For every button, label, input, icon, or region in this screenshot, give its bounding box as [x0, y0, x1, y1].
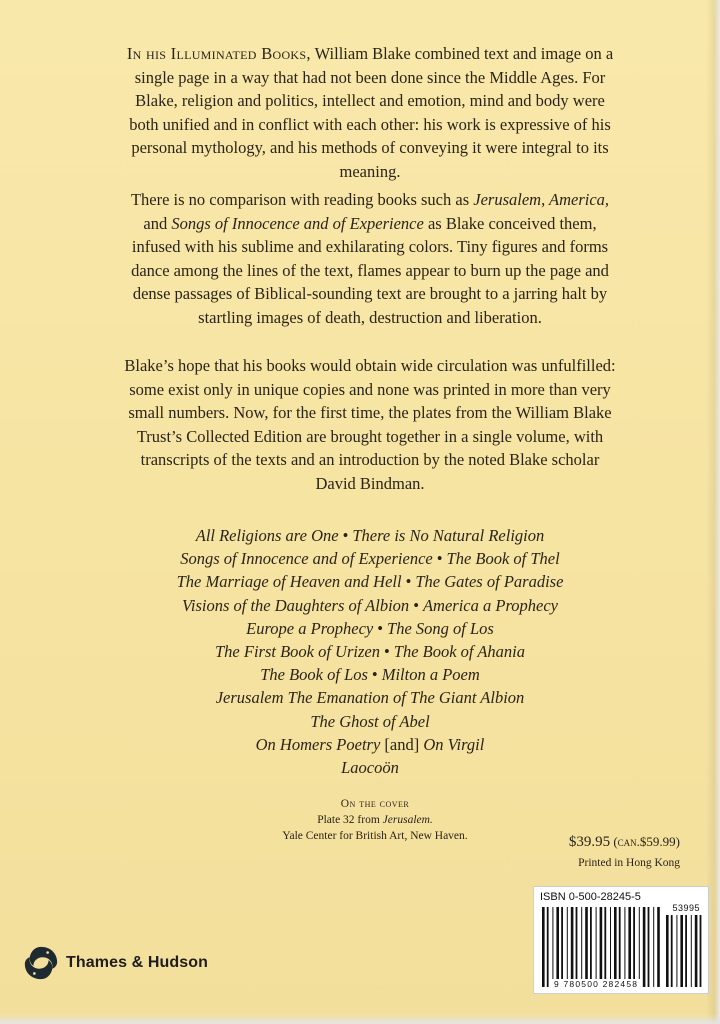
title-item: Jerusalem The Emanation of The Giant Albion	[215, 688, 525, 708]
title-item: America a Prophecy	[422, 595, 558, 615]
cover-plate-title: Jerusalem.	[382, 814, 433, 826]
price-us: $39.95	[568, 834, 611, 850]
isbn-text: ISBN 0-500-28245-5	[540, 891, 641, 903]
title-item: The Marriage of Heaven and Hell	[176, 572, 402, 592]
title-item: The First Book of Urizen	[214, 642, 380, 662]
titles-line	[120, 733, 620, 756]
title-item: The Ghost of Abel	[310, 711, 430, 731]
blurb-lead-smallcaps: In his Illuminated Books,	[126, 44, 311, 63]
dolphins-icon	[22, 944, 60, 982]
blurb-p2-title-1: Jerusalem, America,	[473, 190, 610, 209]
titles-line	[120, 617, 620, 640]
barcode-addon-number: 53995	[672, 903, 700, 913]
titles-line	[120, 640, 620, 663]
price-label	[569, 832, 680, 852]
bullet-separator: •	[371, 665, 378, 685]
bullet-separator: •	[377, 618, 384, 638]
bullet-separator: •	[405, 572, 412, 592]
bullet-separator: •	[383, 642, 390, 662]
titles-line	[120, 594, 620, 617]
title-item: Europe a Prophecy	[246, 618, 374, 638]
publisher-name: Thames & Hudson	[66, 954, 208, 971]
cover-credit	[225, 796, 525, 844]
title-item: On Homers Poetry	[255, 734, 381, 754]
title-item: The Song of Los	[387, 618, 494, 638]
page-edge-right	[706, 0, 720, 1024]
ean-number: 9 780500 282458	[554, 979, 639, 989]
titles-line	[120, 547, 620, 570]
bullet-separator: •	[342, 526, 349, 545]
blurb-paragraph-3	[120, 354, 620, 496]
bullet-separator: •	[413, 595, 419, 615]
title-item: Songs of Innocence and of Experience	[180, 549, 433, 569]
title-item: Laocoön	[341, 758, 399, 778]
blurb-p2-text-c: as Blake conceived them, infused with his sublime and exhilarating colors. Tiny figures and forms dance among the lines of the text, flames appear to burn up the page and dense passages of Biblical-sounding text are brought to a jarring halt by startling images of death, destruction and liberation.	[131, 213, 609, 327]
cover-credit-heading: On the cover	[340, 798, 410, 810]
cover-plate-text: Plate 32 from	[317, 814, 383, 826]
title-item: There is No Natural Religion	[352, 526, 545, 545]
titles-line	[120, 756, 620, 779]
blurb-paragraph-1	[120, 42, 620, 184]
titles-line	[120, 710, 620, 733]
title-conjunction: [and]	[380, 734, 424, 754]
title-item: Visions of the Daughters of Albion	[182, 595, 410, 615]
blurb-p2-title-2: Songs of Innocence and of Experience	[171, 213, 424, 233]
blurb-p2-text-b: and	[143, 213, 172, 233]
bullet-separator: •	[436, 549, 443, 569]
title-item: Milton a Poem	[381, 665, 480, 685]
titles-line	[120, 686, 620, 709]
blurb-p1-text: William Blake combined text and image on a single page in a way that had not been done since the Middle Ages. For Blake, religion and politics, intellect and emotion, mind and body were both unified and in conflict with each other: his work is expressive of his personal mythology, and his methods of conveying it were integral to its meaning.	[129, 44, 614, 181]
title-item: The Gates of Paradise	[415, 572, 564, 592]
book-titles-list	[120, 524, 620, 779]
title-item: The Book of Thel	[446, 549, 560, 569]
title-item: All Religions are One	[195, 526, 339, 545]
blurb-p2-text-a: There is no comparison with reading books such as	[130, 190, 474, 209]
titles-line	[120, 524, 620, 547]
page-edge-bottom	[0, 1014, 720, 1024]
titles-line	[120, 663, 620, 686]
cover-plate-line	[317, 814, 433, 826]
price-can: (can.$59.99)	[610, 834, 680, 849]
title-item: On Virgil	[423, 734, 485, 754]
printed-in-note: Printed in Hong Kong	[578, 857, 680, 869]
publisher-logo	[22, 944, 208, 982]
blurb-p3-text: Blake’s hope that his books would obtain wide circulation was unfulfilled: some exist only in unique copies and none was printed in more than very small numbers. Now, for the first time, the plates from the William Blake Trust’s Collected Edition are brought together in a single volume, with transcripts of the texts and an introduction by the noted Blake scholar David Bindman.	[124, 356, 616, 493]
isbn-barcode	[533, 886, 709, 994]
title-item: The Book of Ahania	[393, 642, 525, 662]
cover-credit-source: Yale Center for British Art, New Haven.	[282, 830, 468, 842]
titles-line	[120, 570, 620, 593]
title-item: The Book of Los	[260, 665, 368, 685]
blurb-paragraph-2	[120, 188, 620, 330]
